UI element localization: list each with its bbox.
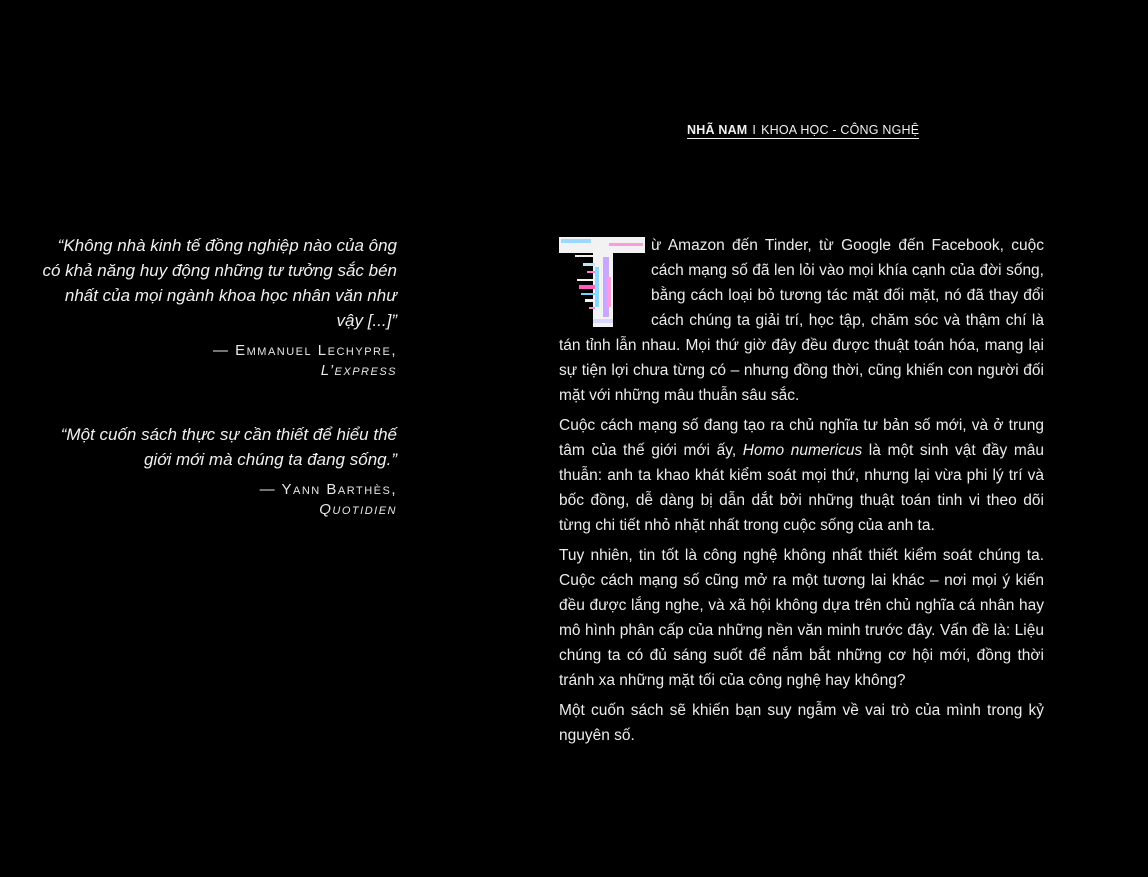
paragraph-text: Cuộc cách mạng số đang tạo ra chủ nghĩa tư bản số mới, và ở trung tâm của thế giới mới ấy, xyxy=(559,417,1044,459)
publisher-name: NHÃ NAM xyxy=(687,123,748,137)
description-paragraph xyxy=(559,413,1044,538)
review-quote xyxy=(40,422,397,520)
review-quote xyxy=(40,233,397,381)
paragraph-text: là một sinh vật đầy mâu thuẫn: anh ta khao khát kiểm soát mọi thứ, nhưng lại vừa phi lý trí và bốc đồng, dễ dàng bị dẫn dắt bởi những thuật toán tinh vi theo dõi từng chi tiết nhỏ nhặt nhất trong cuộc sống của anh ta. xyxy=(559,442,1045,534)
quote-text: “Không nhà kinh tế đồng nghiệp nào của ông có khả năng huy động những tư tưởng sắc bén nhất của mọi ngành khoa học nhân văn như vậy [...]” xyxy=(42,236,397,330)
quote-author: — Yann Barthès, xyxy=(259,481,397,498)
description-paragraph xyxy=(559,233,1044,408)
quote-text: “Một cuốn sách thực sự cần thiết để hiểu thế giới mới mà chúng ta đang sống.” xyxy=(60,425,397,469)
description-paragraph: Một cuốn sách sẽ khiến bạn suy ngẫm về vai trò của mình trong kỷ nguyên số. xyxy=(559,702,1044,744)
quote-source: L’express xyxy=(320,362,397,379)
quote-source: Quotidien xyxy=(319,501,397,518)
header-separator: I xyxy=(752,123,757,137)
glitch-dropcap xyxy=(559,237,645,327)
publisher-category-tag xyxy=(687,123,919,139)
book-description xyxy=(559,233,1044,753)
category-label: KHOA HỌC - CÔNG NGHỆ xyxy=(761,123,920,137)
description-paragraph: Tuy nhiên, tin tốt là công nghệ không nhất thiết kiểm soát chúng ta. Cuộc cách mạng số cũng mở ra một tương lai khác – nơi mọi ý kiến đều được lắng nghe, và xã hội không dựa trên chủ nghĩa cá nhân hay mô hình phân cấp của những nền văn minh trước đây. Vấn đề là: Liệu chúng ta có đủ sáng suốt để nắm bắt những cơ hội mới, đồng thời tránh xa những mặt tối của công nghệ hay không? xyxy=(559,547,1044,689)
review-quotes xyxy=(40,233,397,520)
paragraph-opening: ừ Amazon đến Tinder, từ Google đến Facebook, cuộc cách mạng số đã len lỏi vào mọi khía cạnh của đời sống, bằng cách loại bỏ tương tác mặt đối mặt, nó đã thay đổi cách chúng ta giải trí, học tập, chăm sóc và thậm chí là tán tỉnh lẫn nhau. Mọi thứ giờ đây đều được thuật toán hóa, mang lại sự tiện lợi chưa từng có – nhưng đồng thời, cũng khiến con người đối mặt với những mâu thuẫn sâu sắc. xyxy=(559,237,1044,404)
quote-author: — Emmanuel Lechypre, xyxy=(212,342,397,359)
emphasized-term: Homo numericus xyxy=(742,442,863,459)
